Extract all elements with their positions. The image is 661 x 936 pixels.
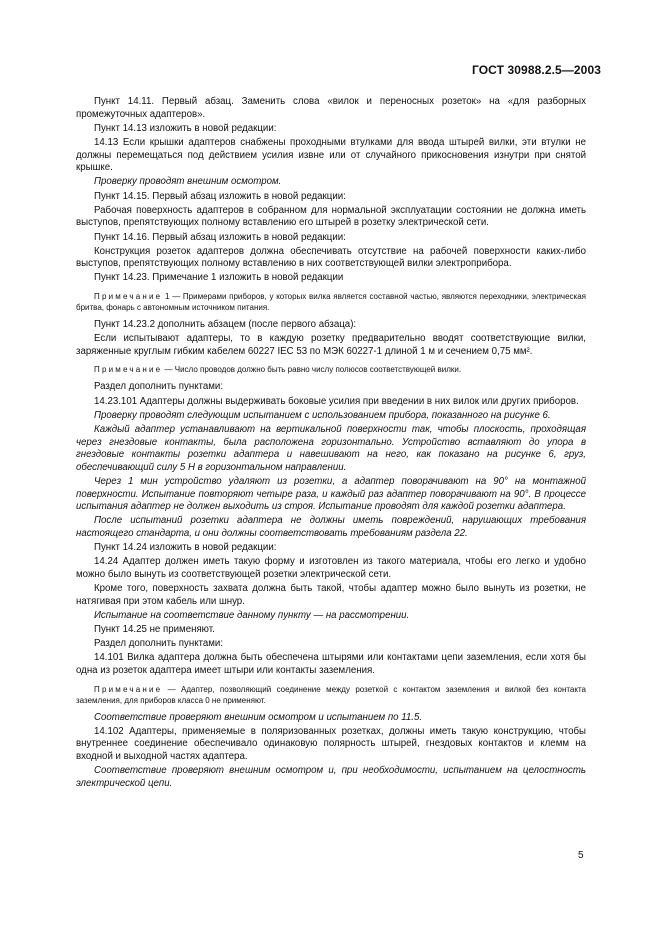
paragraph: 14.13 Если крышки адаптеров снабжены проходными втулками для ввода штырей вилки, эти втулки не должны перемещаться под действием усилия извне или от случайного прикосновения изнутри при снятой крышке. [76, 136, 586, 174]
paragraph: Раздел дополнить пунктами: [94, 638, 224, 650]
paragraph: 14.23.101 Адаптеры должны выдерживать боковые усилия при введении в них вилок или других приборов. [94, 395, 579, 407]
italic-paragraph: Проверку проводят следующим испытанием с использованием прибора, показанного на рисунке 6. [94, 409, 551, 421]
paragraph: 14.24 Адаптер должен иметь такую форму и изготовлен из такого материала, чтобы его легко и удобно можно было вынуть из соответствующей розетки электрической сети. [76, 556, 586, 580]
note-text: 1 — Примерами приборов, у которых вилка является составной частью, являются переходники, электрическая бритва, фонарь с автономным источником питания. [76, 292, 586, 313]
paragraph: Рабочая поверхность адаптеров в собранном для нормальной эксплуатации состоянии не должна иметь выступов, препятствующих полному вставлению его штырей в розетку электрической сети. [76, 204, 586, 229]
paragraph: Конструкция розеток адаптеров должна обеспечивать отсутствие на рабочей поверхности каких-либо выступов, препятствующих полному вставлению в них соответствующей вилки электроприбора. [76, 245, 586, 270]
standard-header: ГОСТ 30988.2.5—2003 [472, 63, 601, 77]
document-body [76, 96, 586, 792]
paragraph: 14.102 Адаптеры, применяемые в поляризованных розетках, должны иметь такую конструкцию, чтобы внутреннее соединение обеспечивало одинаковую полярность штырей, гнездовых контактов и клемм на входной и выходной частях адаптера. [76, 725, 586, 762]
paragraph: Пункт 14.11. Первый абзац. Заменить слова «вилок и переносных розеток» на «для разборных промежуточных адаптеров». [76, 96, 586, 120]
paragraph: Кроме того, поверхность захвата должна быть такой, чтобы адаптер можно было вынуть из розетки, не натягивая при этом кабель или шнур. [76, 583, 586, 607]
paragraph: Пункт 14.13 изложить в новой редакции: [94, 122, 277, 134]
paragraph: Пункт 14.24 изложить в новой редакции: [94, 542, 277, 554]
italic-paragraph: Соответствие проверяют внешним осмотром и испытанием по 11.5. [94, 711, 423, 723]
paragraph: Пункт 14.16. Первый абзац изложить в новой редакции: [94, 231, 346, 243]
note-text: — Адаптер, позволяющий соединение между розеткой с контактом заземления и вилкой без контакта заземления, для приборов класса 0 не применяют. [76, 684, 586, 705]
italic-paragraph: Каждый адаптер устанавливают на вертикальной поверхности так, чтобы плоскость, проходящая через гнездовые контакты, была расположена горизонтально. Устройство вставляют до упора в гнездовые контакты розетки адаптера и навешивают на него, как показано на рисунке 6, груз, обеспечивающий силу 5 Н в горизонтальном направлении. [76, 424, 586, 473]
paragraph: Пункт 14.15. Первый абзац изложить в новой редакции: [94, 190, 346, 202]
note [76, 364, 586, 375]
italic-paragraph: После испытаний розетки адаптера не должны иметь повреждений, нарушающих требования настоящего стандарта, и они должны соответствовать требованиям раздела 22. [76, 515, 586, 539]
note-text: — Число проводов должно быть равно числу полюсов соответствующей вилки. [162, 365, 462, 375]
note-label: Примечание [94, 684, 163, 694]
paragraph: Пункт 14.23. Примечание 1 изложить в новой редакции [94, 272, 344, 284]
italic-paragraph: Соответствие проверяют внешним осмотром и, при необходимости, испытанием на целостность электрической цепи. [76, 765, 586, 789]
paragraph: Пункт 14.23.2 дополнить абзацем (после первого абзаца): [94, 319, 357, 331]
italic-paragraph: Проверку проводят внешним осмотром. [94, 176, 282, 188]
italic-paragraph: Через 1 мин устройство удаляют из розетки, а адаптер поворачивают на 90° на монтажной поверхности. Испытание повторяют четыре раза, и каждый раз адаптер поворачивают на 90°. В процессе испытания адаптер не должен выходить из строя. Испытание проводят для каждой розетки адаптера. [76, 475, 586, 513]
paragraph: 14.101 Вилка адаптера должна быть обеспечена штырями или контактами цепи заземления, если хотя бы одна из розеток адаптера имеет штыри или контакты заземления. [76, 652, 586, 677]
page-number: 5 [578, 850, 584, 861]
note-label: Примечание [94, 292, 163, 302]
italic-paragraph: Испытание на соответствие данному пункту — на рассмотрении. [94, 609, 410, 621]
note [76, 684, 586, 706]
paragraph: Раздел дополнить пунктами: [94, 381, 224, 393]
paragraph: Если испытывают адаптеры, то в каждую розетку предварительно вводят соответствующие вилки, заряженные круглым гибким кабелем 60227 IEC 53 по МЭК 60227-1 длиной 1 м и сечением 0,75 мм². [76, 333, 586, 357]
note [76, 291, 586, 313]
note-label: Примечание [94, 365, 163, 375]
paragraph: Пункт 14.25 не применяют. [94, 624, 215, 636]
